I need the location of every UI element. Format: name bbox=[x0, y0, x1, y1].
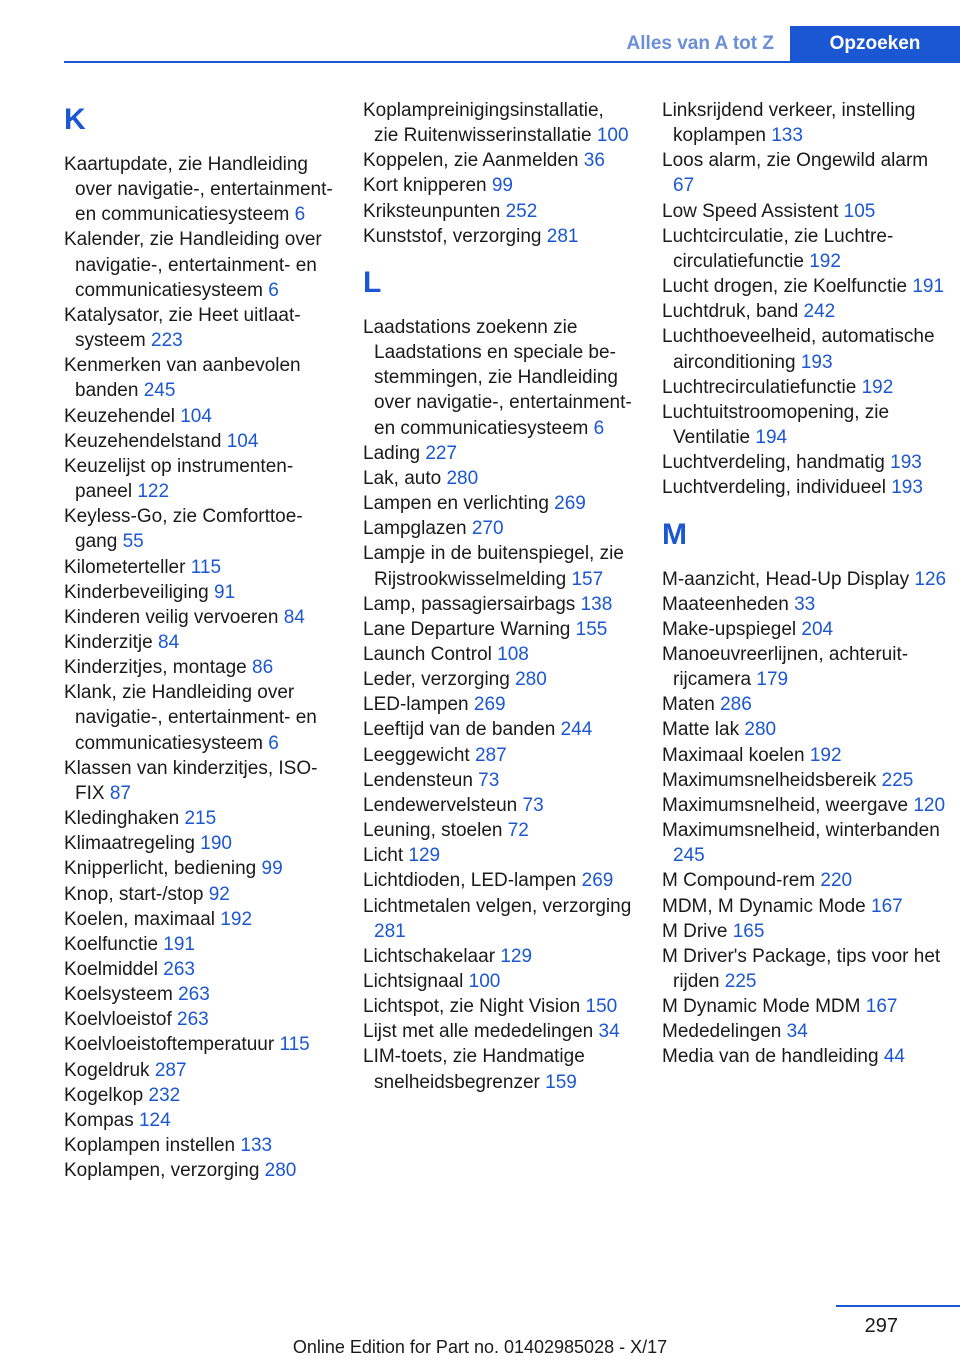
index-entry bbox=[662, 274, 952, 299]
index-entry bbox=[662, 224, 952, 274]
index-entry-text: Leuning, stoelen bbox=[363, 820, 503, 842]
index-entry bbox=[662, 299, 952, 324]
page-reference-link[interactable]: 204 bbox=[801, 618, 834, 640]
index-entry-text: Maateenheden bbox=[662, 593, 789, 615]
index-entry bbox=[363, 843, 633, 868]
index-entry bbox=[64, 756, 334, 806]
index-entry-text: Kinderzitje bbox=[64, 631, 153, 653]
page-reference-link[interactable]: 270 bbox=[471, 518, 504, 540]
index-entry bbox=[662, 717, 952, 742]
index-entry-text: Laadstations zoekenn zie Laadstations en speciale bestemmingen, zie Handleiding over navigatie-, entertainment- en communicatiesysteem bbox=[363, 316, 632, 439]
page-reference-link[interactable]: 192 bbox=[809, 250, 841, 272]
active-tab-opzoeken[interactable]: Opzoeken bbox=[790, 26, 960, 62]
index-entry-text: Kort knipperen bbox=[363, 175, 487, 197]
page-reference-link[interactable]: 33 bbox=[794, 593, 816, 615]
index-entry bbox=[64, 1158, 334, 1183]
edition-footer: Online Edition for Part no. 01402985028 - X/17 bbox=[292, 1337, 668, 1357]
index-entry-text: Keuzehendel bbox=[64, 405, 175, 427]
page-reference-link[interactable]: 280 bbox=[264, 1160, 297, 1182]
page-reference-link[interactable]: 157 bbox=[571, 568, 604, 590]
page-reference-link[interactable]: 192 bbox=[809, 744, 842, 766]
index-entry-text: Maximumsnelheidsbereik bbox=[662, 769, 877, 791]
index-entry bbox=[64, 630, 334, 655]
index-entry-text: Kilometerteller bbox=[64, 556, 186, 578]
index-entry bbox=[64, 1032, 334, 1057]
page-reference-link[interactable]: 269 bbox=[554, 493, 586, 515]
index-entry-text: Lamp, passagiersairbags bbox=[363, 593, 576, 615]
page-reference-link[interactable]: 105 bbox=[843, 200, 876, 222]
page-reference-link[interactable]: 115 bbox=[279, 1034, 310, 1056]
index-entry bbox=[64, 555, 334, 580]
index-entry-text: Lendensteun bbox=[363, 769, 473, 791]
index-entry bbox=[662, 944, 952, 994]
index-entry-text: M Driver's Package, tips voor het rijden bbox=[662, 945, 941, 992]
index-entry-text: M Dynamic Mode MDM bbox=[662, 996, 861, 1018]
page-reference-link[interactable]: 215 bbox=[184, 808, 217, 830]
index-entry-text: Koelfunctie bbox=[64, 933, 159, 955]
index-entry-text: Koelen, maximaal bbox=[64, 908, 216, 930]
index-entry bbox=[64, 580, 334, 605]
page-reference-link[interactable]: 263 bbox=[163, 959, 195, 980]
index-entry-text: Kalender, zie Handleiding over navigatie-, entertainment- en communicatiesysteem bbox=[64, 229, 322, 301]
index-entry bbox=[363, 944, 633, 969]
page-reference-link[interactable]: 133 bbox=[771, 125, 803, 147]
index-entry-text: Low Speed Assistent bbox=[662, 200, 839, 222]
page-reference-link[interactable]: 86 bbox=[252, 657, 274, 679]
page-reference-link[interactable]: 129 bbox=[500, 945, 533, 967]
page-reference-link[interactable]: 100 bbox=[596, 125, 629, 147]
section-tab[interactable]: Alles van A tot Z bbox=[611, 26, 790, 62]
page-reference-link[interactable]: 245 bbox=[143, 380, 176, 402]
index-entry-text: Make-upspiegel bbox=[662, 618, 797, 640]
index-entry bbox=[64, 1133, 334, 1158]
index-entry bbox=[662, 994, 952, 1019]
index-entry-text: Linksrijdend verkeer, instelling koplampen bbox=[662, 100, 916, 147]
index-entry bbox=[662, 1044, 952, 1069]
index-entry-text: Luchtuitstroomopening, zie Ventilatie bbox=[662, 401, 890, 449]
footer-divider bbox=[836, 1305, 960, 1307]
page-reference-link[interactable]: 193 bbox=[800, 351, 833, 373]
index-entry bbox=[64, 429, 334, 454]
page-reference-link[interactable]: 192 bbox=[861, 376, 894, 398]
index-entry bbox=[662, 400, 952, 450]
page-reference-link[interactable]: 227 bbox=[425, 442, 458, 464]
index-entry bbox=[363, 98, 633, 148]
index-entry-text: Koplampen instellen bbox=[64, 1135, 236, 1157]
index-entry bbox=[64, 1007, 334, 1032]
page-reference-link[interactable]: 6 bbox=[593, 417, 605, 439]
index-entry bbox=[662, 475, 952, 500]
page-reference-link[interactable]: 232 bbox=[148, 1084, 181, 1106]
index-entry bbox=[662, 868, 952, 893]
index-entry-text: Koplampreinigingsinstallatie, zie Ruitenwisserinstallatie bbox=[363, 100, 604, 147]
page-reference-link[interactable]: 129 bbox=[408, 845, 441, 867]
index-entry-text: Kogelkop bbox=[64, 1084, 144, 1106]
page-reference-link[interactable]: 193 bbox=[890, 452, 922, 474]
page-reference-link[interactable]: 167 bbox=[871, 895, 903, 917]
index-entry-text: Koelsysteem bbox=[64, 984, 173, 1006]
index-entry bbox=[662, 692, 952, 717]
page-number: 297 bbox=[864, 1315, 898, 1337]
index-entry-text: Lane Departure Warning bbox=[363, 618, 571, 640]
index-entry-text: Kinderbeveiliging bbox=[64, 581, 209, 603]
page-reference-link[interactable]: 115 bbox=[190, 556, 222, 578]
index-entry-text: Maximumsnelheid, winterbanden bbox=[662, 820, 940, 842]
index-entry bbox=[64, 1083, 334, 1108]
index-entry-text: Luchtdruk, band bbox=[662, 301, 799, 323]
index-entry-text: Kriksteunpunten bbox=[363, 200, 501, 222]
page-reference-link[interactable]: 6 bbox=[268, 279, 279, 301]
index-entry bbox=[363, 994, 633, 1019]
index-entry-text: Klassen van kinderzitjes, ISOFIX bbox=[64, 757, 318, 804]
index-entry bbox=[64, 856, 334, 881]
index-entry-text: Kompas bbox=[64, 1109, 134, 1131]
index-entry bbox=[662, 1019, 952, 1044]
index-entry-text: Knipperlicht, bediening bbox=[64, 858, 257, 880]
index-entry-text: Media van de handleiding bbox=[662, 1046, 879, 1068]
page-reference-link[interactable]: 84 bbox=[283, 606, 305, 628]
index-entry bbox=[363, 224, 633, 249]
index-entry-text: Maximumsnelheid, weergave bbox=[662, 794, 909, 816]
index-entry bbox=[64, 605, 334, 630]
index-entry-text: Keyless-Go, zie Comforttoegang bbox=[64, 506, 303, 553]
index-entry-text: Matte lak bbox=[662, 719, 740, 741]
index-entry bbox=[64, 454, 334, 504]
page-reference-link[interactable]: 108 bbox=[497, 643, 529, 665]
page-reference-link[interactable]: 133 bbox=[240, 1135, 273, 1157]
index-entry-text: Kledinghaken bbox=[64, 808, 180, 830]
index-entry-text: Kenmerken van aanbevolen banden bbox=[64, 355, 301, 402]
index-entry-text: Loos alarm, zie Ongewild alarm bbox=[662, 150, 929, 172]
index-entry bbox=[363, 592, 633, 617]
index-entry bbox=[363, 516, 633, 541]
index-entry-text: Lak, auto bbox=[363, 467, 442, 489]
page-reference-link[interactable]: 252 bbox=[505, 200, 538, 222]
page-reference-link[interactable]: 44 bbox=[883, 1046, 905, 1068]
index-entry bbox=[363, 768, 633, 793]
page-reference-link[interactable]: 220 bbox=[820, 870, 853, 892]
index-entry-text: Koelvloeistoftemperatuur bbox=[64, 1034, 275, 1056]
page-reference-link[interactable]: 104 bbox=[226, 430, 259, 452]
index-entry bbox=[363, 441, 633, 466]
index-entry-text: Luchtcirculatie, zie Luchtrecirculatiefunctie bbox=[662, 225, 894, 272]
index-entry bbox=[64, 353, 334, 403]
page-reference-link[interactable]: 179 bbox=[756, 669, 789, 691]
index-entry bbox=[363, 491, 633, 516]
index-entry bbox=[64, 227, 334, 302]
page-reference-link[interactable]: 190 bbox=[200, 833, 232, 855]
page-reference-link[interactable]: 34 bbox=[598, 1021, 620, 1043]
index-entry-text: Lichtsignaal bbox=[363, 971, 464, 992]
page-reference-link[interactable]: 242 bbox=[803, 301, 836, 323]
page-reference-link[interactable]: 150 bbox=[585, 996, 618, 1018]
page-reference-link[interactable]: 73 bbox=[522, 794, 544, 816]
page-reference-link[interactable]: 280 bbox=[515, 669, 547, 691]
index-entry-text: Kunststof, verzorging bbox=[363, 225, 542, 247]
page-reference-link[interactable]: 36 bbox=[583, 150, 605, 172]
index-entry bbox=[662, 768, 952, 793]
index-entry bbox=[662, 617, 952, 642]
index-entry-text: Lampje in de buitenspiegel, zie Rijstrookwisselmelding bbox=[363, 543, 624, 590]
index-entry bbox=[64, 882, 334, 907]
page-reference-link[interactable]: 194 bbox=[755, 427, 788, 449]
page-reference-link[interactable]: 138 bbox=[580, 593, 613, 615]
index-entry bbox=[662, 793, 952, 818]
index-entry-text: Knop, start-/stop bbox=[64, 883, 204, 905]
index-entry bbox=[363, 617, 633, 642]
index-entry-text: Koelvloeistof bbox=[64, 1009, 172, 1031]
index-entry bbox=[363, 818, 633, 843]
index-entry-text: Koelmiddel bbox=[64, 959, 158, 980]
index-entry bbox=[64, 655, 334, 680]
index-entry bbox=[363, 466, 633, 491]
index-entry bbox=[64, 504, 334, 554]
index-entry bbox=[662, 450, 952, 475]
page-reference-link[interactable]: 55 bbox=[122, 531, 144, 553]
index-entry bbox=[363, 793, 633, 818]
page-reference-link[interactable]: 34 bbox=[786, 1021, 808, 1043]
page-reference-link[interactable]: 155 bbox=[575, 618, 608, 640]
index-entry-text: LED-lampen bbox=[363, 694, 469, 716]
index-entry-text: Licht bbox=[363, 845, 404, 867]
index-entry-text: Kogeldruk bbox=[64, 1059, 150, 1081]
page-reference-link[interactable]: 92 bbox=[208, 883, 230, 905]
page-reference-link[interactable]: 280 bbox=[744, 719, 777, 741]
index-entry-text: Manoeuvreerlijnen, achteruitrijcamera bbox=[662, 643, 909, 691]
page-reference-link[interactable]: 281 bbox=[374, 920, 406, 942]
index-entry-text: Koplampen, verzorging bbox=[64, 1160, 260, 1182]
page-reference-link[interactable]: 193 bbox=[891, 477, 923, 499]
index-entry-text: M Drive bbox=[662, 920, 728, 942]
page-reference-link[interactable]: 67 bbox=[673, 175, 695, 197]
page-reference-link[interactable]: 269 bbox=[581, 870, 614, 892]
page-reference-link[interactable]: 263 bbox=[178, 984, 210, 1006]
header-divider bbox=[64, 61, 960, 63]
index-entry bbox=[662, 592, 952, 617]
page-reference-link[interactable]: 104 bbox=[180, 405, 212, 427]
index-entry bbox=[662, 894, 952, 919]
index-entry bbox=[363, 969, 633, 994]
index-entry bbox=[662, 818, 952, 868]
index-entry-text: Maximaal koelen bbox=[662, 744, 805, 766]
index-entry-text: Lichtschakelaar bbox=[363, 945, 496, 967]
page-reference-link[interactable]: 73 bbox=[478, 769, 500, 791]
page-reference-link[interactable]: 286 bbox=[720, 694, 752, 716]
page-reference-link[interactable]: 280 bbox=[446, 467, 479, 489]
index-entry bbox=[363, 1044, 633, 1094]
index-entry bbox=[363, 173, 633, 198]
index-entry bbox=[662, 375, 952, 400]
index-entry bbox=[363, 315, 633, 441]
index-entry-text: Kinderen veilig vervoeren bbox=[64, 606, 279, 628]
index-entry-text: M-aanzicht, Head-Up Display bbox=[662, 568, 910, 590]
page-reference-link[interactable]: 84 bbox=[158, 631, 180, 653]
index-entry bbox=[64, 680, 334, 755]
page-reference-link[interactable]: 245 bbox=[673, 845, 705, 867]
page-reference-link[interactable]: 72 bbox=[507, 820, 529, 842]
page-reference-link[interactable]: 124 bbox=[138, 1109, 171, 1131]
index-entry bbox=[64, 1058, 334, 1083]
index-entry bbox=[64, 932, 334, 957]
index-entry-text: Koppelen, zie Aanmelden bbox=[363, 150, 579, 172]
index-entry-text: Lendewervelsteun bbox=[363, 794, 518, 816]
page-reference-link[interactable]: 223 bbox=[151, 330, 183, 352]
index-entry-text: Lading bbox=[363, 442, 421, 464]
index-entry bbox=[363, 642, 633, 667]
index-entry bbox=[363, 692, 633, 717]
index-entry bbox=[363, 148, 633, 173]
index-entry bbox=[662, 148, 952, 198]
index-entry bbox=[64, 152, 334, 227]
index-entry-text: LIM-toets, zie Handmatige snelheidsbegrenzer bbox=[363, 1046, 585, 1093]
index-entry bbox=[662, 98, 952, 148]
page-reference-link[interactable]: 122 bbox=[137, 481, 170, 503]
page-reference-link[interactable]: 191 bbox=[912, 276, 945, 298]
index-entry bbox=[64, 1108, 334, 1133]
index-entry-text: Maten bbox=[662, 694, 715, 716]
page-reference-link[interactable]: 120 bbox=[913, 794, 946, 816]
index-entry bbox=[662, 199, 952, 224]
index-entry bbox=[64, 957, 334, 982]
index-entry-text: Katalysator, zie Heet uitlaatsysteem bbox=[64, 304, 301, 352]
index-entry bbox=[662, 567, 952, 592]
index-entry bbox=[64, 806, 334, 831]
index-entry bbox=[363, 743, 633, 768]
page-reference-link[interactable]: 100 bbox=[468, 971, 501, 992]
page-reference-link[interactable]: 269 bbox=[473, 694, 506, 716]
index-column-1 bbox=[64, 98, 334, 1183]
index-entry bbox=[662, 324, 952, 374]
index-entry-text: M Compound-rem bbox=[662, 870, 816, 892]
index-entry-text: Leeggewicht bbox=[363, 744, 470, 766]
index-entry-text: Luchtverdeling, individueel bbox=[662, 477, 886, 499]
index-entry-text: Luchthoeveelheid, automatische airconditioning bbox=[662, 326, 935, 373]
index-entry bbox=[64, 982, 334, 1007]
index-column-3 bbox=[662, 98, 952, 1070]
page-reference-link[interactable]: 91 bbox=[214, 581, 236, 603]
page-reference-link[interactable]: 165 bbox=[732, 920, 765, 942]
index-entry bbox=[363, 894, 633, 944]
index-entry-text: Lucht drogen, zie Koelfunctie bbox=[662, 276, 908, 298]
index-entry bbox=[64, 907, 334, 932]
index-entry bbox=[662, 743, 952, 768]
index-entry bbox=[363, 199, 633, 224]
index-column-2 bbox=[363, 98, 633, 1095]
page-reference-link[interactable]: 99 bbox=[491, 175, 513, 197]
page-reference-link[interactable]: 263 bbox=[177, 1009, 209, 1031]
page-reference-link[interactable]: 244 bbox=[560, 719, 593, 741]
page-reference-link[interactable]: 167 bbox=[865, 996, 898, 1018]
index-entry-text: Kinderzitjes, montage bbox=[64, 657, 247, 679]
index-entry-text: Klimaatregeling bbox=[64, 833, 195, 855]
index-entry-text: Kaartupdate, zie Handleiding over navigatie-, entertainment- en communicatiesysteem bbox=[64, 154, 333, 226]
page-reference-link[interactable]: 191 bbox=[163, 933, 195, 955]
index-entry-text: Mededelingen bbox=[662, 1021, 782, 1043]
index-entry-text: Lijst met alle mededelingen bbox=[363, 1021, 594, 1043]
index-entry-text: Lampglazen bbox=[363, 518, 467, 540]
index-entry bbox=[363, 717, 633, 742]
index-entry-text: Klank, zie Handleiding over navigatie-, entertainment- en communicatiesysteem bbox=[64, 682, 317, 754]
index-entry bbox=[363, 667, 633, 692]
index-entry-text: Luchtverdeling, handmatig bbox=[662, 452, 885, 474]
page-reference-link[interactable]: 287 bbox=[474, 744, 507, 766]
index-entry-text: Lichtdioden, LED-lampen bbox=[363, 870, 577, 892]
page-reference-link[interactable]: 225 bbox=[881, 769, 914, 791]
page-header bbox=[611, 26, 960, 62]
index-entry-text: Keuzehendelstand bbox=[64, 430, 222, 452]
page-reference-link[interactable]: 192 bbox=[220, 908, 253, 930]
page-reference-link[interactable]: 99 bbox=[261, 858, 283, 880]
page-reference-link[interactable]: 87 bbox=[109, 782, 131, 804]
index-entry-text: Lampen en verlichting bbox=[363, 493, 549, 515]
page-reference-link[interactable]: 126 bbox=[914, 568, 947, 590]
index-entry-text: Lichtspot, zie Night Vision bbox=[363, 996, 581, 1018]
index-entry bbox=[363, 1019, 633, 1044]
index-letter-heading: L bbox=[363, 265, 382, 299]
index-entry-text: Leder, verzorging bbox=[363, 669, 510, 691]
index-entry-text: Lichtmetalen velgen, verzorging bbox=[363, 895, 632, 917]
page-reference-link[interactable]: 159 bbox=[545, 1071, 577, 1093]
page-reference-link[interactable]: 6 bbox=[294, 204, 306, 226]
page-reference-link[interactable]: 281 bbox=[546, 225, 579, 247]
page-reference-link[interactable]: 225 bbox=[724, 971, 757, 992]
index-entry-text: Luchtrecirculatiefunctie bbox=[662, 376, 857, 398]
index-entry bbox=[64, 831, 334, 856]
index-entry-text: Leeftijd van de banden bbox=[363, 719, 556, 741]
index-entry-text: MDM, M Dynamic Mode bbox=[662, 895, 866, 917]
page-reference-link[interactable]: 6 bbox=[268, 732, 279, 754]
index-entry bbox=[64, 303, 334, 353]
index-letter-heading: K bbox=[64, 103, 86, 136]
index-entry bbox=[662, 642, 952, 692]
index-entry bbox=[363, 868, 633, 893]
page-reference-link[interactable]: 287 bbox=[154, 1059, 187, 1081]
index-letter-heading: M bbox=[662, 517, 687, 551]
index-entry-text: Keuzelijst op instrumentenpaneel bbox=[64, 455, 294, 503]
index-entry bbox=[363, 541, 633, 591]
index-entry-text: Launch Control bbox=[363, 643, 492, 665]
index-entry bbox=[662, 919, 952, 944]
index-entry bbox=[64, 404, 334, 429]
